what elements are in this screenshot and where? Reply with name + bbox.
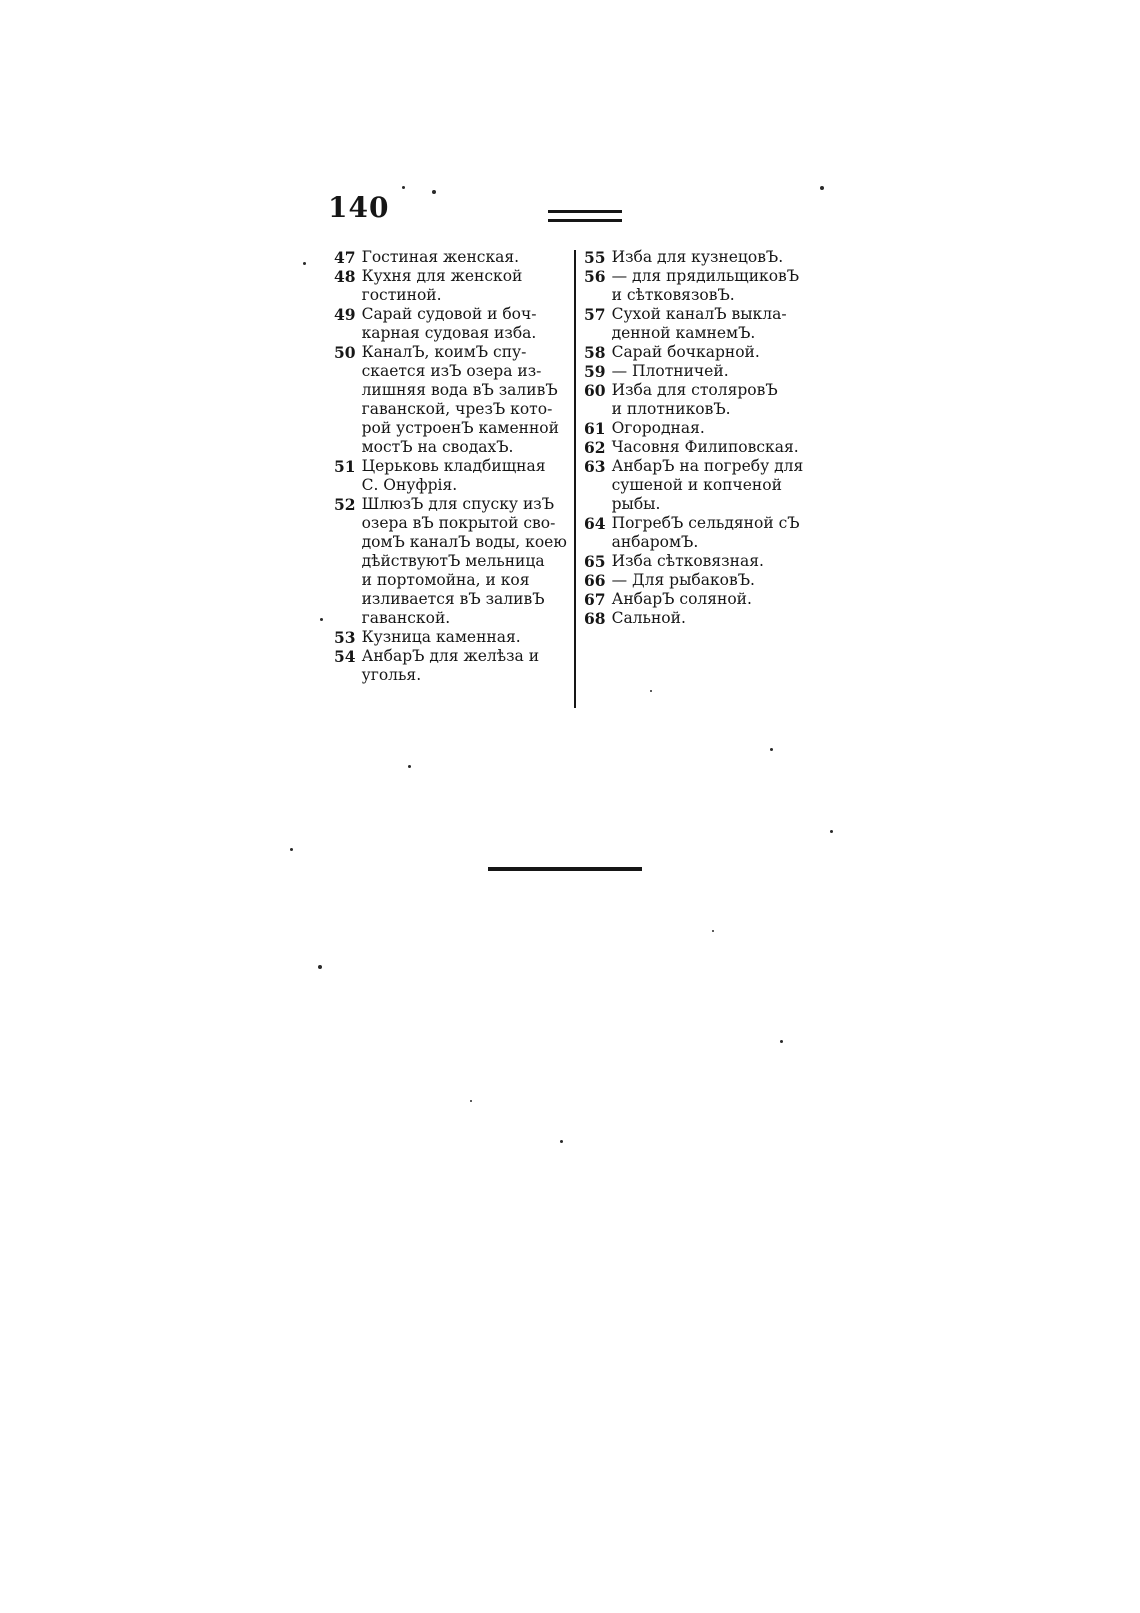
list-item [584, 305, 816, 343]
list-item [584, 267, 816, 305]
entry-text: Сарай судовой и боч- карная судовая изба. [361, 305, 537, 342]
list-item [584, 552, 816, 571]
entry-text: — для прядильщиковЪ и сѣтковязовЪ. [611, 267, 800, 304]
left-column [334, 248, 570, 685]
entry-number: 68 [584, 609, 606, 628]
list-item [584, 343, 816, 362]
entry-number: 48 [334, 267, 356, 286]
list-item [584, 457, 816, 514]
entry-text: Сарай бочкарной. [611, 343, 760, 361]
list-item [584, 514, 816, 552]
list-item [584, 571, 816, 590]
list-item [334, 495, 570, 628]
list-item [584, 609, 816, 628]
entry-text: Церьковь кладбищная С. Онуфрія. [361, 457, 546, 494]
entry-number: 66 [584, 571, 606, 590]
list-item [584, 248, 816, 267]
entry-number: 55 [584, 248, 606, 267]
entry-number: 51 [334, 457, 356, 476]
list-item [334, 647, 570, 685]
entry-number: 62 [584, 438, 606, 457]
entry-text: Гостиная женская. [361, 248, 520, 266]
entry-text: Часовня Филиповская. [611, 438, 799, 456]
list-item [584, 381, 816, 419]
list-item [334, 457, 570, 495]
header-ornamental-rule [548, 210, 622, 222]
entry-number: 47 [334, 248, 356, 267]
entry-text: ПогребЪ сельдяной сЪ анбаромЪ. [611, 514, 800, 551]
list-item [584, 438, 816, 457]
list-item [334, 305, 570, 343]
entry-text: Сальной. [611, 609, 686, 627]
entry-text: Изба для столяровЪ и плотниковЪ. [611, 381, 778, 418]
entry-text: ШлюзЪ для спуску изЪ озера вЪ покрытой сво- домЪ каналЪ воды, коею дѣйствуютЪ мельница и портомойна, и коя изливается вЪ заливЪ гаванской. [361, 495, 567, 627]
entry-number: 50 [334, 343, 356, 362]
entry-text: Сухой каналЪ выкла- денной камнемЪ. [611, 305, 787, 342]
entry-text: — Плотничей. [611, 362, 729, 380]
list-item [334, 267, 570, 305]
entry-text: Кузница каменная. [361, 628, 521, 646]
entry-text: Изба сѣтковязная. [611, 552, 764, 570]
entry-number: 56 [584, 267, 606, 286]
list-item [334, 628, 570, 647]
list-item [584, 419, 816, 438]
entry-number: 65 [584, 552, 606, 571]
entry-text: КаналЪ, коимЪ спу- скается изЪ озера из- лишняя вода вЪ заливЪ гаванской, чрезЪ кото- рой устроенЪ каменной мостЪ на сводахЪ. [361, 343, 559, 456]
entry-number: 64 [584, 514, 606, 533]
entry-text: АнбарЪ на погребу для сушеной и копченой рыбы. [611, 457, 804, 513]
list-item [334, 248, 570, 267]
list-item [584, 590, 816, 609]
entry-text: Огородная. [611, 419, 705, 437]
column-divider [574, 250, 576, 708]
footer-rule [488, 867, 642, 871]
entry-number: 67 [584, 590, 606, 609]
entry-text: Кухня для женской гостиной. [361, 267, 523, 304]
entry-number: 49 [334, 305, 356, 324]
entry-number: 59 [584, 362, 606, 381]
entry-text: АнбарЪ соляной. [611, 590, 752, 608]
entry-number: 58 [584, 343, 606, 362]
entry-text: — Для рыбаковЪ. [611, 571, 755, 589]
entry-text: АнбарЪ для желѣза и уголья. [361, 647, 540, 684]
entry-number: 61 [584, 419, 606, 438]
entry-number: 60 [584, 381, 606, 400]
entry-number: 53 [334, 628, 356, 647]
entry-number: 52 [334, 495, 356, 514]
entry-number: 54 [334, 647, 356, 666]
entry-number: 57 [584, 305, 606, 324]
list-item [334, 343, 570, 457]
right-column [584, 248, 816, 628]
entry-number: 63 [584, 457, 606, 476]
entry-text: Изба для кузнецовЪ. [611, 248, 784, 266]
page-number: 140 [328, 191, 390, 224]
list-item [584, 362, 816, 381]
